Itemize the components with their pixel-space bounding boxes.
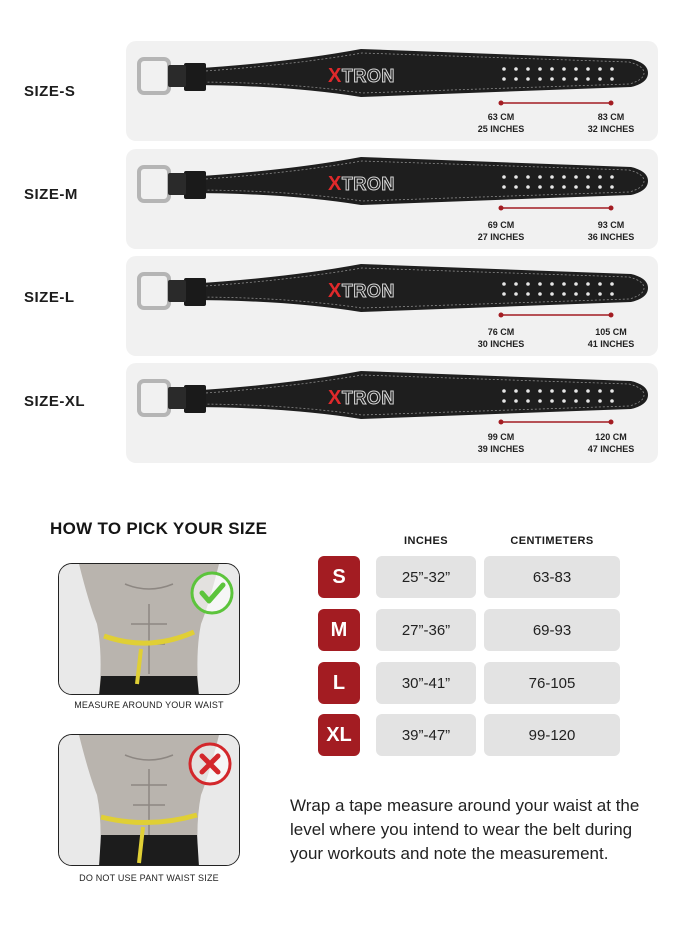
belt-panel-s <box>126 41 658 141</box>
centimeters-cell: 69-93 <box>484 609 620 651</box>
size-badge-xl: XL <box>318 714 360 756</box>
wrong-measure-photo <box>58 734 240 866</box>
size-badge-m: M <box>318 609 360 651</box>
size-s-label: SIZE-S <box>24 83 76 100</box>
min-measure: 63 CM 25 INCHES <box>477 112 525 134</box>
column-header-inches: INCHES <box>404 535 448 547</box>
centimeters-cell: 99-120 <box>484 714 620 756</box>
wrong-caption: DO NOT USE PANT WAIST SIZE <box>79 873 219 883</box>
min-measure: 69 CM 27 INCHES <box>477 220 525 242</box>
size-m-label: SIZE-M <box>24 186 78 203</box>
measuring-instructions: Wrap a tape measure around your waist at the level where you intend to wear the belt during your workouts and note the measurement. <box>290 796 640 863</box>
min-measure: 99 CM 39 INCHES <box>477 432 525 454</box>
size-l-label: SIZE-L <box>24 289 75 306</box>
brand-logo: XTRON <box>328 280 395 302</box>
correct-caption: MEASURE AROUND YOUR WAIST <box>74 700 224 710</box>
brand-logo: XTRON <box>328 173 395 195</box>
max-measure: 83 CM 32 INCHES <box>587 112 635 134</box>
inches-cell: 39”-47” <box>376 714 476 756</box>
checkmark-icon <box>189 570 235 616</box>
inches-cell: 30”-41” <box>376 662 476 704</box>
min-measure: 76 CM 30 INCHES <box>477 327 525 349</box>
belt-panel-xl <box>126 363 658 463</box>
belt-panel-l <box>126 256 658 356</box>
size-badge-s: S <box>318 556 360 598</box>
inches-cell: 25”-32” <box>376 556 476 598</box>
size-xl-label: SIZE-XL <box>24 393 86 410</box>
max-measure: 93 CM 36 INCHES <box>587 220 635 242</box>
inches-cell: 27”-36” <box>376 609 476 651</box>
max-measure: 120 CM 47 INCHES <box>587 432 635 454</box>
belt-panel-m <box>126 149 658 249</box>
max-measure: 105 CM 41 INCHES <box>587 327 635 349</box>
brand-logo: XTRON <box>328 65 395 87</box>
centimeters-cell: 63-83 <box>484 556 620 598</box>
size-badge-l: L <box>318 662 360 704</box>
column-header-centimeters: CENTIMETERS <box>510 535 594 547</box>
centimeters-cell: 76-105 <box>484 662 620 704</box>
brand-logo: XTRON <box>328 387 395 409</box>
correct-measure-photo <box>58 563 240 695</box>
section-title: HOW TO PICK YOUR SIZE <box>50 519 268 538</box>
cross-icon <box>187 741 233 787</box>
